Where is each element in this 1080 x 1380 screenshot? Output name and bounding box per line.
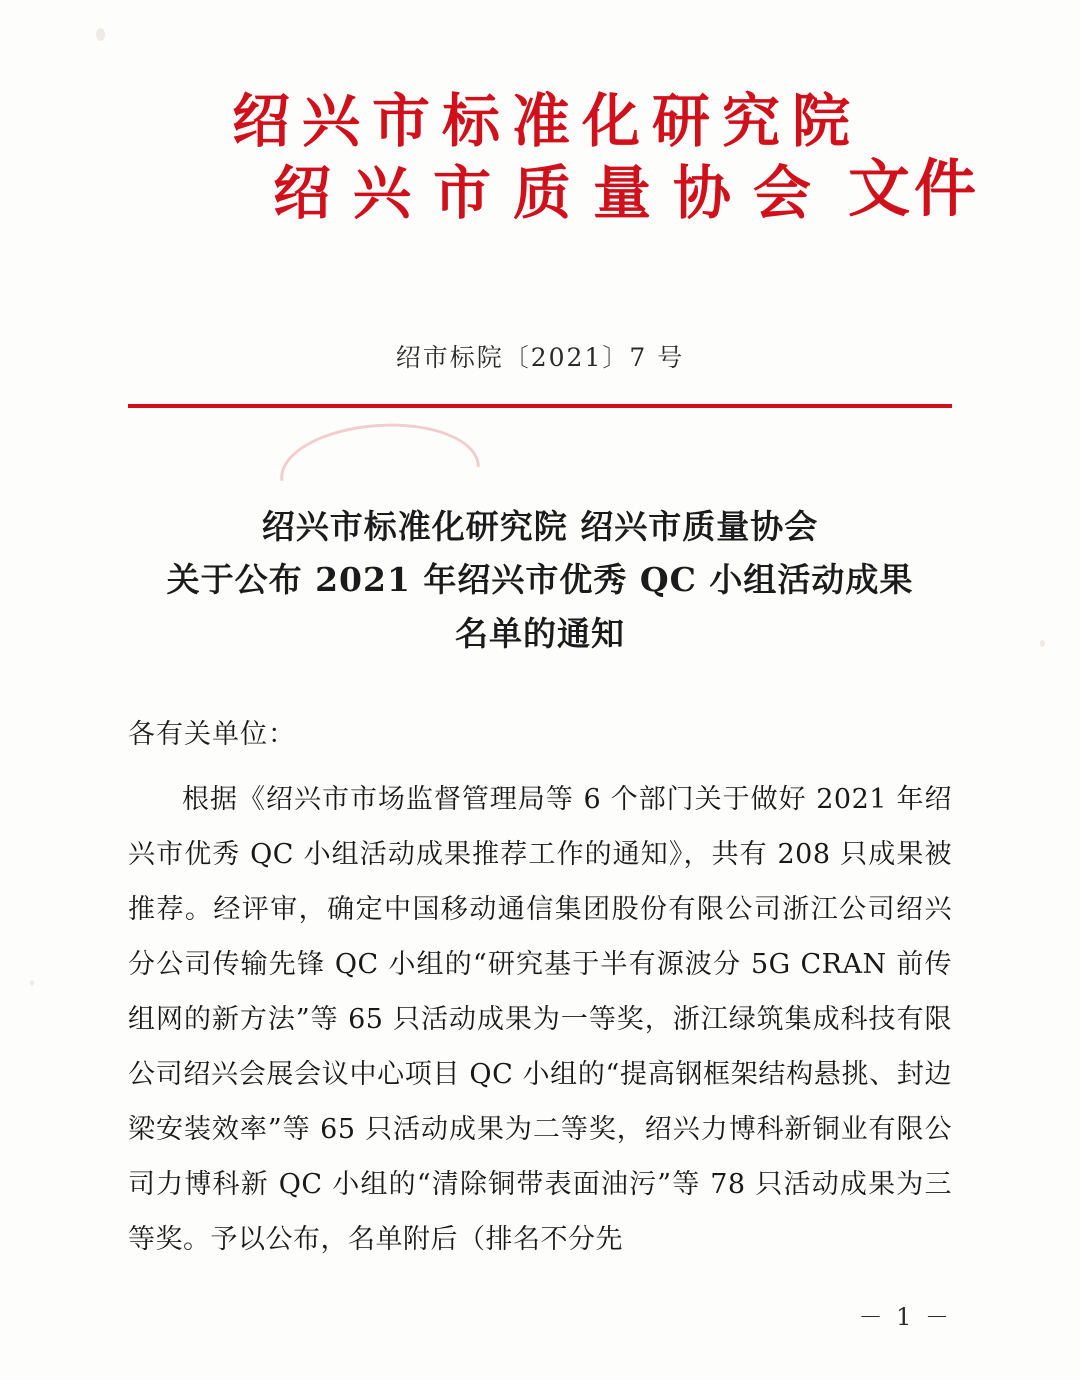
title-line-1: 绍兴市标准化研究院 绍兴市质量协会 xyxy=(261,507,819,546)
letterhead-line-2: 绍兴市质量协会 xyxy=(272,159,833,227)
letterhead-block xyxy=(218,87,980,227)
letterhead-suffix: 文件 xyxy=(847,152,980,225)
letterhead-line-1: 绍兴市标准化研究院 xyxy=(231,87,862,155)
title-line-2: 关于公布 2021 年绍兴市优秀 QC 小组活动成果 xyxy=(166,560,914,600)
body-paragraph: 根据《绍兴市市场监督管理局等 6 个部门关于做好 2021 年绍兴市优秀 QC 小组活动成果推荐工作的通知》，共有 208 只成果被推荐。经评审，确定中国移动通信集团股份有限公司浙江公司绍兴分公司传输先锋 QC 小组的“研究基于半有源波分 5G CRAN 前传组网的新方法”等 65 只活动成果为一等奖，浙江绿筑集成科技有限公司绍兴会展会议中心项目 QC 小组的“提高钢框架结构悬挑、封边梁安装效率”等 65 只活动成果为二等奖，绍兴力博科新铜业有限公司力博科新 QC 小组的“清除铜带表面油污”等 78 只活动成果为三等奖。予以公布，名单附后（排名不分先 xyxy=(128,784,952,1255)
scan-speck xyxy=(1040,640,1045,647)
scan-speck xyxy=(30,980,34,986)
page-title xyxy=(108,500,972,660)
salutation: 各有关单位： xyxy=(128,719,296,750)
page-number: － 1 － xyxy=(858,1303,952,1331)
letterhead xyxy=(0,87,1080,227)
scan-speck xyxy=(96,28,105,41)
body-text xyxy=(128,772,952,1267)
red-divider-rule xyxy=(128,404,952,408)
title-line-3: 名单的通知 xyxy=(455,613,625,653)
document-number: 绍市标院〔2021〕7 号 xyxy=(395,343,685,372)
